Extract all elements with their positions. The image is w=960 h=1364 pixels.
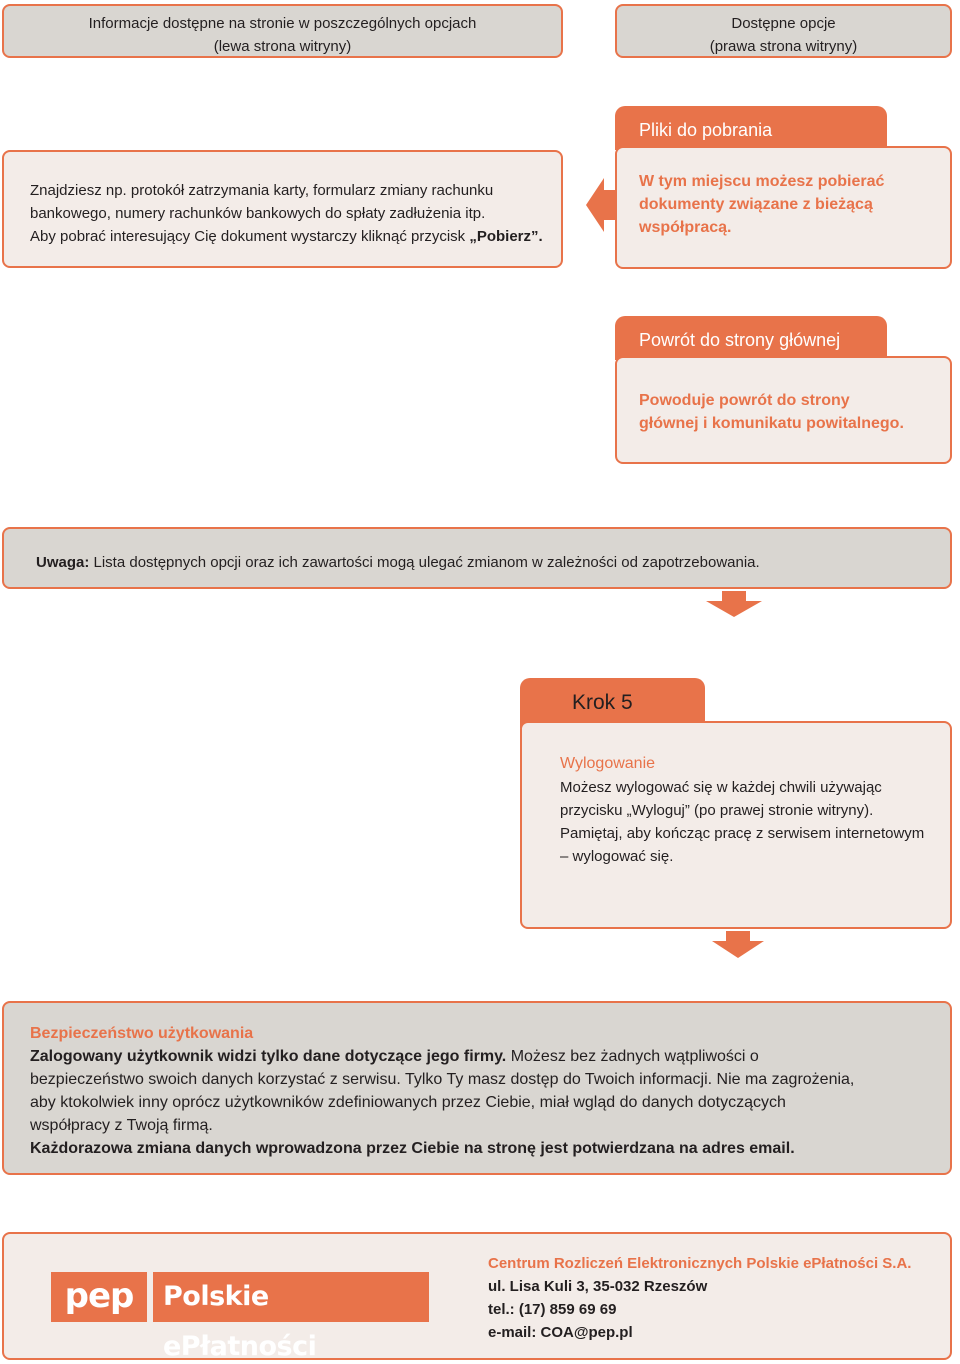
krok5-line2: przycisku „Wyloguj” (po prawej stronie witryny). [560, 802, 874, 819]
header-right-box [615, 4, 952, 58]
pliki-left-line3-text: Aby pobrać interesujący Cię dokument wystarczy kliknąć przycisk [30, 228, 470, 245]
footer-box [2, 1232, 952, 1360]
krok5-line1: Możesz wylogować się w każdej chwili używając [560, 779, 882, 796]
uwaga-label: Uwaga: [36, 554, 90, 571]
uwaga-text-line [36, 551, 950, 574]
security-line3: aby ktokolwiek inny oprócz użytkowników zdefiniowanych przez Ciebie, miał wgląd do danych dotyczących [30, 1094, 786, 1111]
krok5-line3: Pamiętaj, aby kończąc pracę z serwisem internetowym [560, 825, 925, 842]
uwaga-text: Lista dostępnych opcji oraz ich zawartości mogą ulegać zmianom w zależności od zapotrzebowania. [89, 554, 760, 571]
security-text1: Możesz bez żadnych wątpliwości o [506, 1048, 759, 1065]
header-left-line2: (lewa strona witryny) [213, 38, 352, 55]
security-line2: bezpieczeństwo swoich danych korzystać z serwisu. Tylko Ty masz dostęp do Twoich informacji. Nie ma zagrożenia, [30, 1071, 855, 1088]
arrow-down-icon [712, 931, 764, 958]
uwaga-box [2, 527, 952, 589]
header-left-line1: Informacje dostępne na stronie w poszczególnych opcjach [88, 15, 477, 32]
logo-mark: pep [51, 1272, 147, 1322]
footer-contact [488, 1252, 911, 1344]
security-bold2: Każdorazowa zmiana danych wprowadzona przez Ciebie na stronę jest potwierdzana na adres email. [30, 1140, 795, 1157]
footer-email: e-mail: COA@pep.pl [488, 1324, 633, 1341]
pliki-left-line2: bankowego, numery rachunków bankowych do spłaty zadłużenia itp. [30, 205, 486, 222]
pliki-left-line1: Znajdziesz np. protokół zatrzymania karty, formularz zmiany rachunku [30, 182, 494, 199]
powrot-line2: głównej i komunikatu powitalnego. [639, 415, 904, 432]
footer-phone: tel.: (17) 859 69 69 [488, 1301, 617, 1318]
krok5-line4: – wylogować się. [560, 848, 674, 865]
pliki-left-line3 [30, 225, 561, 248]
security-line1 [30, 1045, 950, 1068]
footer-company: Centrum Rozliczeń Elektronicznych Polskie ePłatności S.A. [488, 1255, 912, 1272]
header-right-line1: Dostępne opcje [731, 15, 836, 32]
powrot-line1: Powoduje powrót do strony [639, 392, 850, 409]
arrow-down-icon [706, 591, 762, 617]
logo-name: Polskie ePłatności [153, 1272, 429, 1322]
footer-address: ul. Lisa Kuli 3, 35-032 Rzeszów [488, 1278, 708, 1295]
krok5-box [520, 721, 952, 929]
security-box [2, 1001, 952, 1175]
company-logo [51, 1272, 429, 1362]
header-left-box [2, 4, 563, 58]
pobierz-label: „Pobierz”. [469, 228, 543, 245]
security-line4: współpracy z Twoją firmą. [30, 1117, 213, 1134]
pliki-right-box [615, 146, 952, 269]
tab-powrot-do-strony-glownej: Powrót do strony głównej [615, 316, 887, 360]
pliki-left-box [2, 150, 563, 268]
header-right-line2: (prawa strona witryny) [709, 38, 858, 55]
pliki-description: W tym miejscu możesz pobierać dokumenty związane z bieżącą współpracą. [639, 173, 885, 236]
powrot-box [615, 356, 952, 464]
arrow-left-icon [586, 178, 618, 232]
tab-pliki-do-pobrania: Pliki do pobrania [615, 106, 887, 150]
security-title: Bezpieczeństwo użytkowania [30, 1025, 254, 1042]
security-bold1: Zalogowany użytkownik widzi tylko dane dotyczące jego firmy. [30, 1048, 507, 1065]
krok5-title: Wylogowanie [560, 755, 656, 772]
tab-krok-5: Krok 5 [520, 678, 705, 728]
